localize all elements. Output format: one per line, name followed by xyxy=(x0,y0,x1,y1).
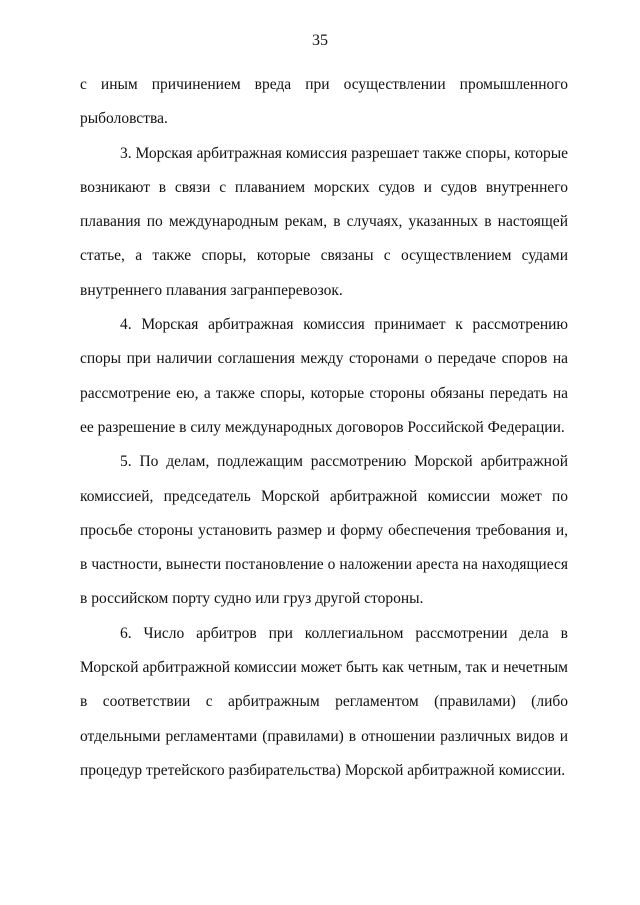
page-number: 35 xyxy=(312,32,328,49)
paragraph-6: 6. Число арбитров при коллегиальном рассмотрении дела в Морской арбитражной комиссии может быть как четным, так и нечетным в соответствии с арбитражным регламентом (правилами) (либо отдельными регламентами (правилами) в отношении различных видов и процедур третейского разбирательства) Морской арбитражной комиссии. xyxy=(80,624,568,779)
document-body xyxy=(80,68,568,788)
paragraph-5: 5. По делам, подлежащим рассмотрению Морской арбитражной комиссией, председатель Морской арбитражной комиссии может по просьбе стороны установить размер и форму обеспечения требования и, в частности, вынести постановление о наложении ареста на находящиеся в российском порту судно или груз другой стороны. xyxy=(80,453,568,608)
paragraph-4: 4. Морская арбитражная комиссия принимает к рассмотрению споры при наличии соглашения между сторонами о передаче споров на рассмотрение ею, а также споры, которые стороны обязаны передать на ее разрешение в силу международных договоров Российской Федерации. xyxy=(80,316,568,436)
paragraph-3: 3. Морская арбитражная комиссия разрешает также споры, которые возникают в связи с плаванием морских судов и судов внутреннего плавания по международным рекам, в случаях, указанных в настоящей статье, а также споры, которые связаны с осуществлением судами внутреннего плавания загранперевозок. xyxy=(80,144,568,299)
paragraph-continuation: с иным причинением вреда при осуществлении промышленного рыболовства. xyxy=(80,76,568,128)
